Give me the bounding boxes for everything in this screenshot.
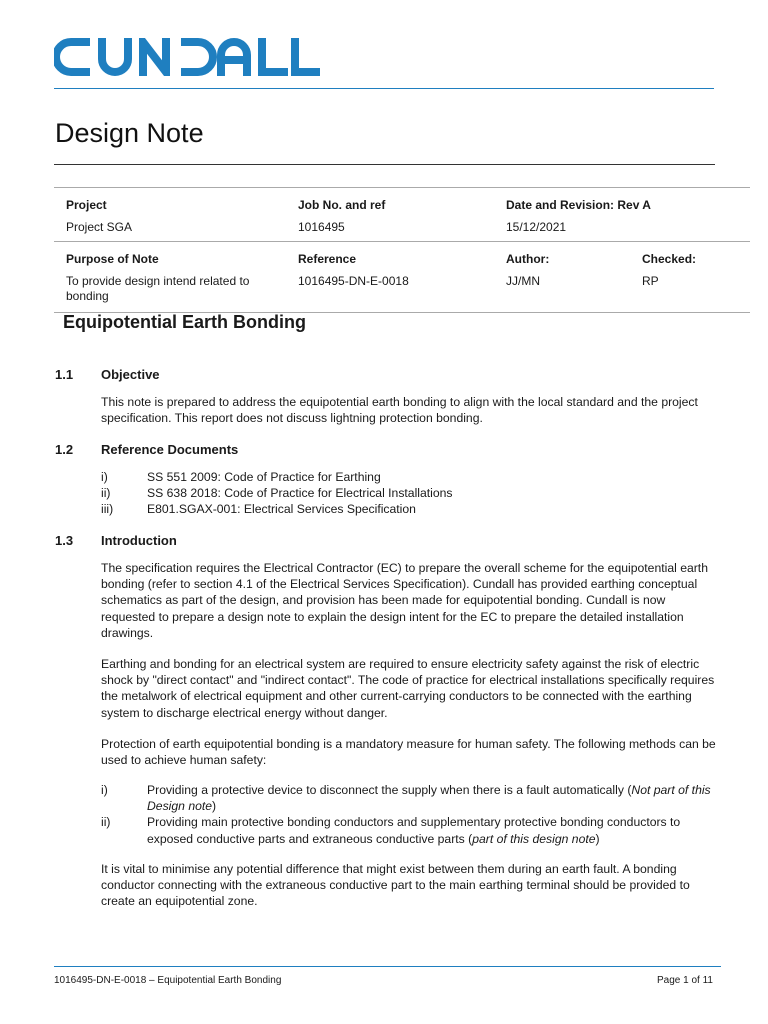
intro-p1: The specification requires the Electrical Contractor (EC) to prepare the overall scheme for the equipotential earth bonding (refer to section 4.1 of the Electrical Services Specification). Cundall has provided earthing conceptual schematics as part of the design, and provision has been made for equipotential bonding. Cundall is now requested to prepare a design note to explain the design intent for the EC to prepare the detailed installation drawings. (101, 561, 708, 640)
date-value: 15/12/2021 (506, 220, 567, 234)
method-note: part of this design note (472, 831, 596, 846)
section-title-references: Reference Documents (101, 442, 239, 457)
checked-label: Checked: (642, 252, 697, 266)
footer-document-ref: 1016495-DN-E-0018 – Equipotential Earth Bonding (54, 975, 282, 986)
footer-page-number: Page 1 of 11 (657, 975, 713, 986)
project-label: Project (66, 198, 107, 212)
reference-label: Reference (298, 252, 357, 266)
meta-row-2 (54, 242, 750, 313)
objective-paragraph: This note is prepared to address the equipotential earth bonding to align with the local standard and the project specification. This report does not discuss lightning protection bonding. (101, 395, 698, 426)
job-cell (298, 198, 385, 235)
list-marker: i) (101, 470, 108, 484)
project-cell (66, 198, 266, 235)
meta-row-1 (54, 188, 750, 242)
list-marker: iii) (101, 502, 114, 517)
list-marker: ii) (101, 486, 111, 501)
intro-p4: It is vital to minimise any potential difference that might exist between them during an earth fault. A bonding conductor connecting with the extraneous conductive part to the main earthing terminal should be provided to create an equipotential zone. (101, 862, 690, 909)
introduction-paragraph-4 (101, 861, 721, 910)
purpose-value: To provide design intend related to bonding (66, 274, 250, 303)
date-label: Date and Revision: Rev A (506, 198, 651, 212)
list-item (101, 485, 721, 501)
logo-divider (54, 88, 714, 89)
document-title: Design Note (55, 118, 204, 148)
method-text: Providing a protective device to disconnect the supply when there is a fault automatically ( (147, 783, 632, 797)
cundall-logo (54, 38, 320, 81)
cundall-logo-mark (54, 38, 320, 76)
reference-item-text: SS 638 2018: Code of Practice for Electrical Installations (147, 486, 453, 501)
methods-list (101, 782, 721, 847)
list-item (101, 782, 721, 814)
method-end: ) (595, 831, 600, 846)
section-heading: Equipotential Earth Bonding (63, 312, 306, 332)
footer-divider (54, 966, 721, 967)
introduction-paragraph-1 (101, 560, 721, 641)
job-label: Job No. and ref (298, 198, 386, 212)
method-end: ) (212, 799, 217, 814)
introduction-paragraph-2 (101, 656, 721, 721)
meta-table (54, 187, 750, 313)
purpose-cell (66, 252, 266, 304)
method-text: Providing main protective bonding conductors and supplementary protective bonding conductors to exposed conductive parts and extraneous conductive parts ( (147, 815, 681, 846)
checked-value: RP (642, 274, 659, 288)
list-item (101, 501, 721, 517)
title-divider (54, 164, 715, 165)
section-number-introduction: 1.3 (55, 533, 74, 548)
list-item (101, 814, 721, 846)
intro-p2: Earthing and bonding for an electrical system are required to ensure electricity safety against the risk of electric shock by "direct contact" and "indirect contact". The code of practice for electrical installations specifically requires the metalwork of electrical equipment and other current-carrying conductors to be connected with the earthing system to discharge electrical energy without danger. (101, 657, 715, 720)
checked-cell (642, 252, 696, 289)
section-number-references: 1.2 (55, 442, 74, 457)
job-value: 1016495 (298, 220, 345, 234)
reference-cell (298, 252, 409, 289)
author-value: JJ/MN (506, 274, 540, 288)
method-note: Not part of this Design note (147, 783, 711, 814)
list-marker: i) (101, 783, 108, 797)
reference-list (101, 469, 721, 518)
reference-value: 1016495-DN-E-0018 (298, 274, 409, 288)
author-label: Author: (506, 252, 550, 266)
list-item (101, 469, 721, 485)
project-value: Project SGA (66, 220, 133, 234)
intro-p3: Protection of earth equipotential bonding is a mandatory measure for human safety. The following methods can be used to achieve human safety: (101, 737, 716, 768)
date-cell (506, 198, 651, 235)
section-title-introduction: Introduction (101, 533, 177, 548)
objective-text (101, 394, 721, 426)
section-number-objective: 1.1 (55, 367, 74, 382)
purpose-label: Purpose of Note (66, 252, 159, 266)
author-cell (506, 252, 549, 289)
reference-item-text: SS 551 2009: Code of Practice for Earthing (147, 470, 381, 484)
list-marker: ii) (101, 815, 111, 830)
introduction-paragraph-3 (101, 736, 721, 768)
section-title-objective: Objective (101, 367, 160, 382)
reference-item-text: E801.SGAX-001: Electrical Services Specification (147, 502, 416, 517)
